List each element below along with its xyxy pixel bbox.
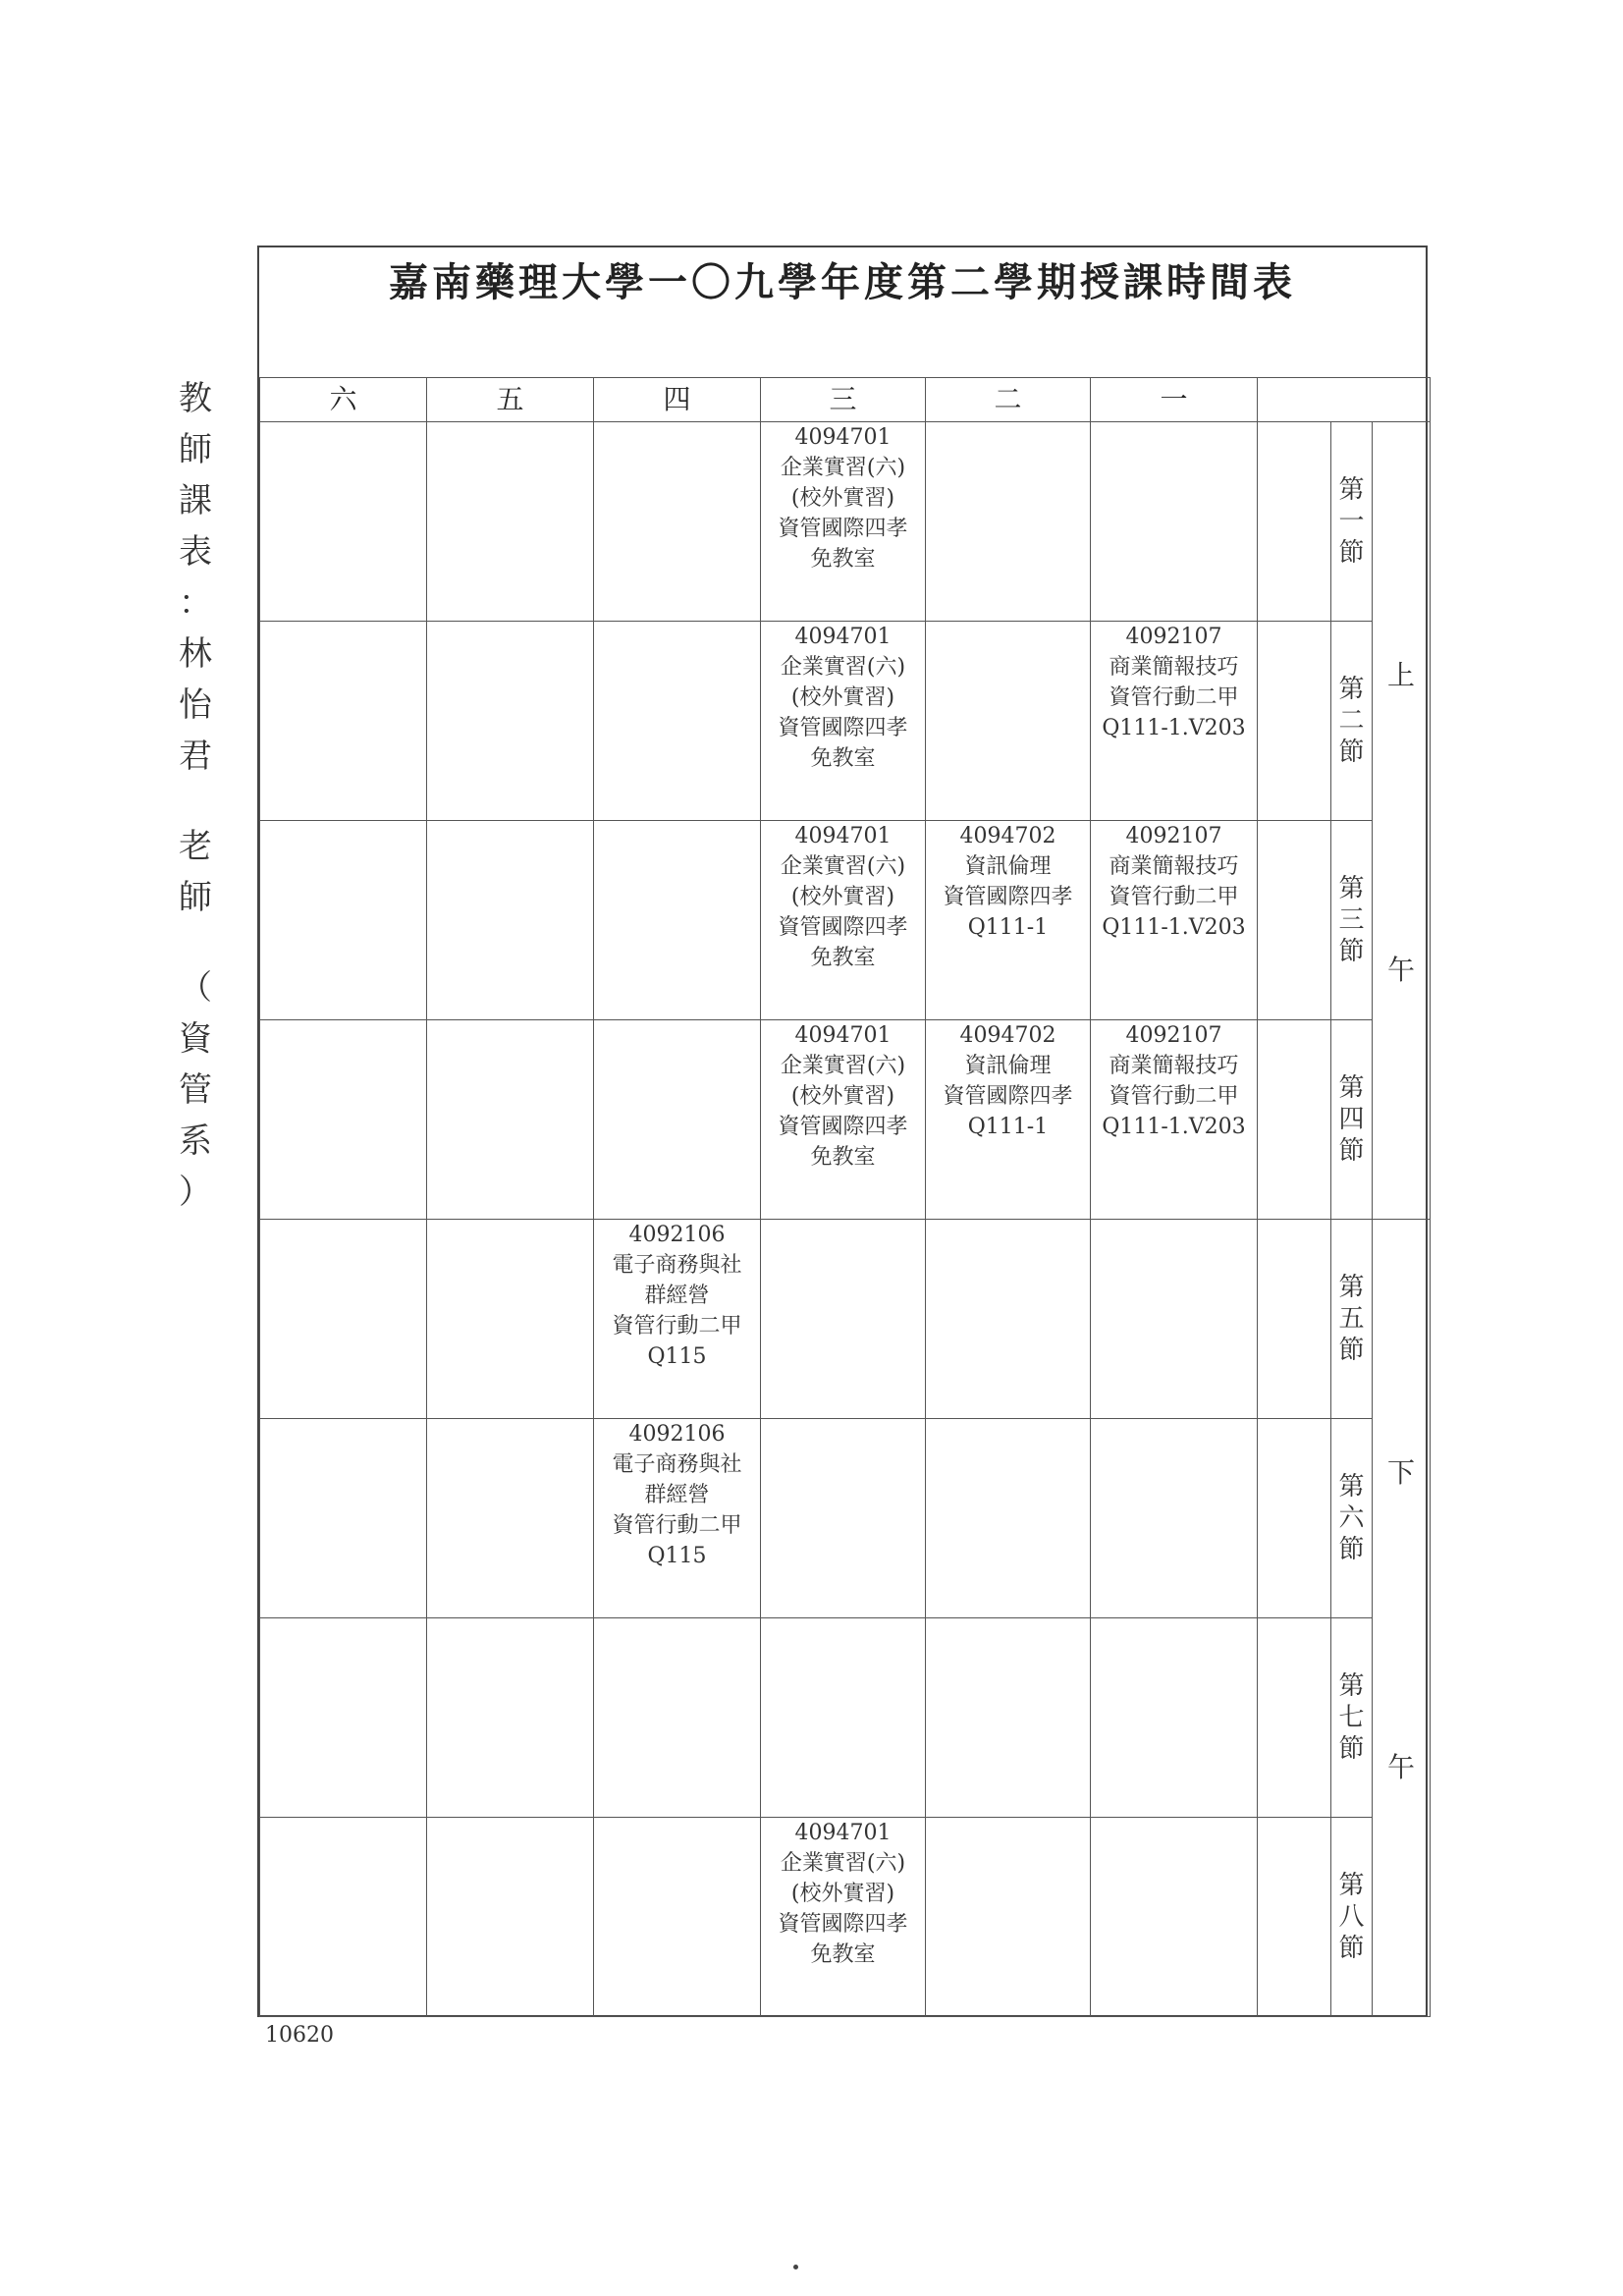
class-cell-line: 企業實習(六) bbox=[780, 1054, 906, 1078]
day-header: 六 bbox=[260, 378, 427, 422]
empty-cell bbox=[926, 1818, 1091, 2017]
class-cell-line: 資訊倫理 bbox=[964, 854, 1052, 879]
side-label-char: 表 bbox=[179, 532, 212, 572]
blank-column-cell bbox=[1258, 1020, 1331, 1220]
class-cell bbox=[761, 821, 926, 1020]
class-cell-line: 資管國際四孝 bbox=[778, 517, 908, 541]
class-cell-line: 4094702 bbox=[959, 824, 1056, 848]
period-row bbox=[260, 821, 1431, 1020]
class-cell bbox=[1091, 1020, 1258, 1220]
period-row bbox=[260, 622, 1431, 821]
empty-cell bbox=[260, 622, 427, 821]
class-cell-line: 4094702 bbox=[959, 1023, 1056, 1048]
class-cell-line: 免教室 bbox=[810, 746, 876, 771]
period-label-char: 第 bbox=[1338, 1671, 1365, 1701]
class-cell-line: 4092107 bbox=[1125, 625, 1222, 649]
day-header-row bbox=[260, 378, 1431, 422]
teacher-schedule-label bbox=[173, 373, 218, 1218]
empty-cell bbox=[1091, 1419, 1258, 1618]
period-label bbox=[1331, 622, 1373, 821]
empty-cell bbox=[761, 1419, 926, 1618]
class-cell bbox=[761, 1020, 926, 1220]
period-row bbox=[260, 1220, 1431, 1419]
side-label-char: 君 bbox=[179, 737, 212, 776]
day-header: 三 bbox=[761, 378, 926, 422]
empty-cell bbox=[926, 422, 1091, 622]
empty-cell bbox=[926, 1419, 1091, 1618]
empty-cell bbox=[761, 1220, 926, 1419]
period-label-char: 七 bbox=[1338, 1703, 1365, 1732]
side-label-char: 師 bbox=[179, 878, 212, 917]
ampm-char: 下 bbox=[1387, 1455, 1416, 1489]
empty-cell bbox=[427, 1618, 594, 1818]
period-label-char: 第 bbox=[1338, 1273, 1365, 1302]
class-cell-line: 資管行動二甲 bbox=[1109, 885, 1239, 909]
class-cell-line: 4094701 bbox=[794, 1023, 892, 1048]
class-cell bbox=[761, 1818, 926, 2017]
blank-column-cell bbox=[1258, 422, 1331, 622]
empty-cell bbox=[594, 1818, 761, 2017]
empty-cell bbox=[427, 1419, 594, 1618]
side-label-char: 教 bbox=[179, 379, 212, 418]
empty-cell bbox=[1091, 1618, 1258, 1818]
empty-cell bbox=[427, 1020, 594, 1220]
period-label-char: 四 bbox=[1338, 1105, 1365, 1134]
side-label-char: 資 bbox=[179, 1019, 212, 1059]
class-cell-line: Q115 bbox=[647, 1544, 707, 1568]
period-label-char: 第 bbox=[1338, 874, 1365, 903]
empty-cell bbox=[594, 1618, 761, 1818]
class-cell-line: 群經營 bbox=[644, 1483, 710, 1507]
empty-cell bbox=[1091, 1220, 1258, 1419]
class-cell-line: 4092107 bbox=[1125, 1023, 1222, 1048]
class-cell-line: 4094701 bbox=[794, 824, 892, 848]
class-cell-line: 商業簡報技巧 bbox=[1109, 1054, 1239, 1078]
period-label-char: 六 bbox=[1338, 1503, 1365, 1533]
class-cell-line: 免教室 bbox=[810, 547, 876, 572]
period-label bbox=[1331, 1618, 1373, 1818]
class-cell bbox=[594, 1419, 761, 1618]
period-label-char: 第 bbox=[1338, 1073, 1365, 1103]
empty-cell bbox=[427, 622, 594, 821]
class-cell bbox=[926, 1020, 1091, 1220]
class-cell-line: (校外實習) bbox=[790, 885, 895, 909]
class-cell-line: 資管行動二甲 bbox=[1109, 685, 1239, 710]
page-title: 嘉南藥理大學一〇九學年度第二學期授課時間表 bbox=[389, 259, 1296, 305]
empty-cell bbox=[260, 1220, 427, 1419]
class-cell-line: 資管國際四孝 bbox=[778, 915, 908, 940]
blank-column-cell bbox=[1258, 1419, 1331, 1618]
class-cell bbox=[761, 622, 926, 821]
empty-cell bbox=[260, 1618, 427, 1818]
class-cell-line: (校外實習) bbox=[790, 1084, 895, 1109]
class-cell-line: (校外實習) bbox=[790, 1882, 895, 1906]
side-label-char: 管 bbox=[179, 1070, 212, 1110]
period-row bbox=[260, 1618, 1431, 1818]
period-row bbox=[260, 422, 1431, 622]
period-label bbox=[1331, 821, 1373, 1020]
period-label-char: 節 bbox=[1338, 738, 1365, 767]
class-cell-line: 資管行動二甲 bbox=[1109, 1084, 1239, 1109]
timetable-sheet bbox=[257, 246, 1428, 2017]
side-label-char: 老 bbox=[179, 827, 212, 866]
period-label-char: 三 bbox=[1338, 905, 1365, 935]
period-label-char: 第 bbox=[1338, 1472, 1365, 1502]
class-cell-line: Q111-1 bbox=[967, 915, 1049, 940]
period-row bbox=[260, 1020, 1431, 1220]
class-cell-line: 免教室 bbox=[810, 1942, 876, 1967]
ampm-char: 午 bbox=[1387, 1750, 1416, 1783]
empty-cell bbox=[427, 1818, 594, 2017]
class-cell-line: 4094701 bbox=[794, 625, 892, 649]
ampm-char: 午 bbox=[1387, 953, 1416, 986]
period-header-blank bbox=[1258, 378, 1431, 422]
period-label-char: 節 bbox=[1338, 1535, 1365, 1564]
blank-column-cell bbox=[1258, 1818, 1331, 2017]
period-row bbox=[260, 1818, 1431, 2017]
empty-cell bbox=[594, 1020, 761, 1220]
empty-cell bbox=[427, 422, 594, 622]
class-cell bbox=[926, 821, 1091, 1020]
blank-column-cell bbox=[1258, 1618, 1331, 1818]
period-label bbox=[1331, 1220, 1373, 1419]
class-cell-line: Q111-1 bbox=[967, 1115, 1049, 1139]
empty-cell bbox=[594, 622, 761, 821]
period-label-char: 節 bbox=[1338, 937, 1365, 966]
class-cell-line: Q111-1.V203 bbox=[1102, 716, 1246, 740]
class-cell bbox=[594, 1220, 761, 1419]
class-cell-line: (校外實習) bbox=[790, 685, 895, 710]
timetable-grid bbox=[259, 377, 1431, 2017]
empty-cell bbox=[260, 422, 427, 622]
class-cell bbox=[761, 422, 926, 622]
class-cell-line: 資管國際四孝 bbox=[778, 1115, 908, 1139]
class-cell-line: 電子商務與社 bbox=[612, 1452, 742, 1477]
class-cell-line: 資管國際四孝 bbox=[778, 1912, 908, 1937]
period-label bbox=[1331, 1818, 1373, 2017]
class-cell-line: 資管國際四孝 bbox=[943, 1084, 1073, 1109]
ampm-char: 上 bbox=[1387, 658, 1416, 691]
period-label-char: 節 bbox=[1338, 1136, 1365, 1166]
day-header: 四 bbox=[594, 378, 761, 422]
class-cell bbox=[1091, 821, 1258, 1020]
empty-cell bbox=[427, 821, 594, 1020]
period-label-char: 第 bbox=[1338, 675, 1365, 704]
class-cell-line: 4092107 bbox=[1125, 824, 1222, 848]
side-label-char: ） bbox=[179, 1173, 212, 1212]
side-label-char: 師 bbox=[179, 430, 212, 469]
period-label-char: 節 bbox=[1338, 538, 1365, 568]
class-cell-line: 資管行動二甲 bbox=[612, 1513, 742, 1538]
class-cell-line: 電子商務與社 bbox=[612, 1253, 742, 1278]
empty-cell bbox=[926, 1220, 1091, 1419]
empty-cell bbox=[260, 1419, 427, 1618]
period-label-char: 節 bbox=[1338, 1934, 1365, 1963]
period-label-char: 第 bbox=[1338, 475, 1365, 505]
side-label-char: 林 bbox=[179, 634, 212, 674]
class-cell-line: 4092106 bbox=[628, 1422, 726, 1447]
empty-cell bbox=[926, 1618, 1091, 1818]
empty-cell bbox=[926, 622, 1091, 821]
period-label-char: 一 bbox=[1338, 507, 1365, 536]
afternoon-label bbox=[1373, 1220, 1431, 2017]
class-cell-line: (校外實習) bbox=[790, 486, 895, 511]
class-cell-line: 資訊倫理 bbox=[964, 1054, 1052, 1078]
period-label bbox=[1331, 1419, 1373, 1618]
blank-column-cell bbox=[1258, 1220, 1331, 1419]
class-cell-line: 企業實習(六) bbox=[780, 456, 906, 480]
empty-cell bbox=[260, 1818, 427, 2017]
class-cell-line: 商業簡報技巧 bbox=[1109, 854, 1239, 879]
day-header: 五 bbox=[427, 378, 594, 422]
period-label-char: 節 bbox=[1338, 1336, 1365, 1365]
class-cell-line: Q111-1.V203 bbox=[1102, 915, 1246, 940]
empty-cell bbox=[594, 821, 761, 1020]
period-label-char: 二 bbox=[1338, 706, 1365, 736]
class-cell-line: Q115 bbox=[647, 1344, 707, 1369]
period-label-char: 第 bbox=[1338, 1871, 1365, 1900]
period-label-char: 五 bbox=[1338, 1304, 1365, 1334]
class-cell-line: 4094701 bbox=[794, 425, 892, 450]
class-cell-line: 免教室 bbox=[810, 946, 876, 970]
class-cell-line: 資管行動二甲 bbox=[612, 1314, 742, 1339]
class-cell-line: 企業實習(六) bbox=[780, 854, 906, 879]
day-header: 一 bbox=[1091, 378, 1258, 422]
empty-cell bbox=[1091, 1818, 1258, 2017]
side-label-char: （ bbox=[179, 968, 212, 1008]
period-label bbox=[1331, 422, 1373, 622]
side-label-char: 怡 bbox=[179, 685, 212, 725]
empty-cell bbox=[761, 1618, 926, 1818]
class-cell-line: 企業實習(六) bbox=[780, 655, 906, 680]
empty-cell bbox=[427, 1220, 594, 1419]
blank-column-cell bbox=[1258, 622, 1331, 821]
class-cell-line: 4092106 bbox=[628, 1223, 726, 1247]
period-label-char: 八 bbox=[1338, 1902, 1365, 1932]
class-cell-line: 資管國際四孝 bbox=[943, 885, 1073, 909]
day-header: 二 bbox=[926, 378, 1091, 422]
form-code: 10620 bbox=[265, 2023, 334, 2048]
empty-cell bbox=[1091, 422, 1258, 622]
class-cell-line: 商業簡報技巧 bbox=[1109, 655, 1239, 680]
period-row bbox=[260, 1419, 1431, 1618]
side-label-char: 系 bbox=[179, 1121, 212, 1161]
class-cell-line: 4094701 bbox=[794, 1821, 892, 1845]
class-cell-line: 資管國際四孝 bbox=[778, 716, 908, 740]
side-label-char: ： bbox=[179, 583, 212, 623]
side-label-char: 課 bbox=[179, 481, 212, 520]
class-cell-line: Q111-1.V203 bbox=[1102, 1115, 1246, 1139]
class-cell-line: 免教室 bbox=[810, 1145, 876, 1170]
period-label bbox=[1331, 1020, 1373, 1220]
scan-dot bbox=[793, 2265, 798, 2269]
empty-cell bbox=[594, 422, 761, 622]
class-cell-line: 群經營 bbox=[644, 1284, 710, 1308]
period-label-char: 節 bbox=[1338, 1734, 1365, 1764]
blank-column-cell bbox=[1258, 821, 1331, 1020]
empty-cell bbox=[260, 1020, 427, 1220]
class-cell-line: 企業實習(六) bbox=[780, 1851, 906, 1876]
empty-cell bbox=[260, 821, 427, 1020]
morning-label bbox=[1373, 422, 1431, 1220]
class-cell bbox=[1091, 622, 1258, 821]
